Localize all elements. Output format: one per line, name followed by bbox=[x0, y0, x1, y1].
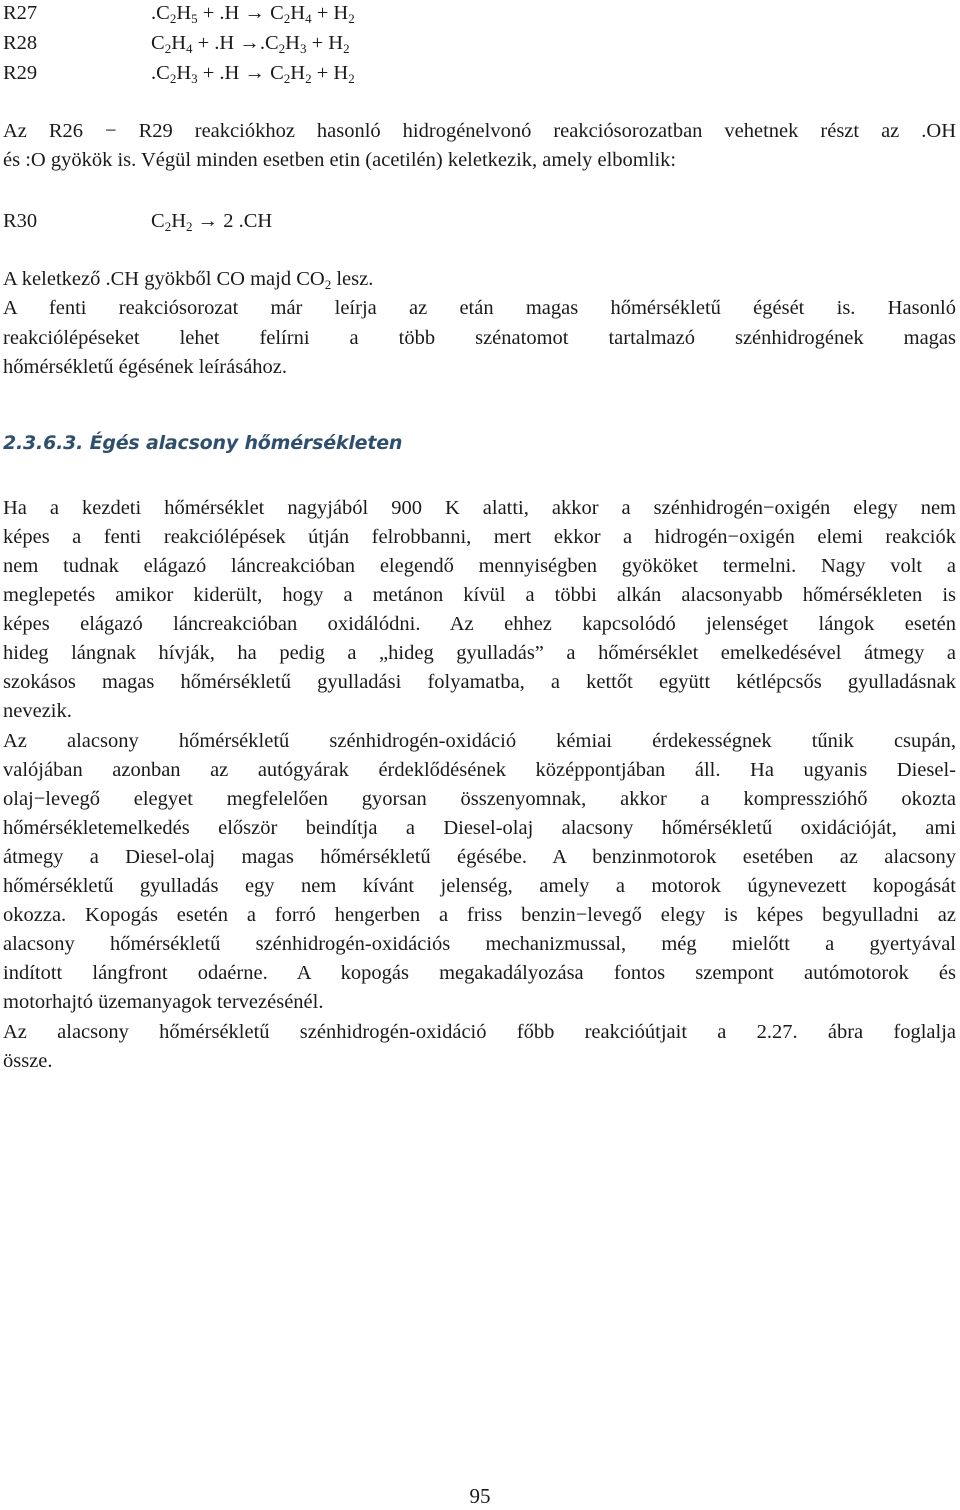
paragraph-engine-knocking bbox=[3, 727, 956, 1017]
reaction-id: R28 bbox=[3, 32, 38, 54]
text-line: hőmérsékletű égésének leírásához. bbox=[3, 355, 288, 378]
text-line: átmegy a Diesel-olaj magas hőmérsékletű égésébe. A benzinmotorok esetében az alacsony bbox=[3, 846, 956, 868]
paragraph-ch-radical bbox=[3, 265, 956, 382]
text-line: alacsony hőmérsékletű szénhidrogén-oxidációs mechanizmussal, még mielőtt a gyertyával bbox=[3, 933, 956, 955]
paragraph-low-temperature-ignition bbox=[3, 494, 956, 726]
text-line: Az R26 − R29 reakciókhoz hasonló hidrogénelvonó reakciósorozatban vehetnek részt az .OH bbox=[3, 120, 956, 142]
text-line: olaj−levegő elegyet megfelelően gyorsan összenyomnak, akkor a kompresszióhő okozta bbox=[3, 788, 956, 810]
text-line: hideg lángnak hívják, ha pedig a „hideg gyulladás” a hőmérséklet emelkedésével átmegy a bbox=[3, 642, 956, 664]
reaction-equation: $.C_2H_3 + .H \to C_2H_2 + H_2$ bbox=[151, 62, 355, 86]
text-line: A fenti reakciósorozat már leírja az etán magas hőmérsékletű égését is. Hasonló bbox=[3, 297, 956, 320]
reaction-equation: $C_2H_2 \to 2$ .CH bbox=[151, 210, 273, 234]
reaction-id: R30 bbox=[3, 210, 38, 232]
text-line: nevezik. bbox=[3, 700, 72, 722]
text-line: képes a fenti reakciólépések útján felrobbanni, mert ekkor a hidrogén−oxigén elemi reakciók bbox=[3, 526, 956, 548]
text-line: meglepetés amikor kiderült, hogy a metánon kívül a többi alkán alacsonyabb hőmérsékleten is bbox=[3, 584, 956, 606]
text-line: Ha a kezdeti hőmérséklet nagyjából 900 K alatti, akkor a szénhidrogén−oxigén elegy nem bbox=[3, 497, 956, 519]
text-line: motorhajtó üzemanyagok tervezésénél. bbox=[3, 991, 324, 1013]
text-line: nem tudnak elágazó láncreakcióban elegendő mennyiségben gyököket termelni. Nagy volt a bbox=[3, 555, 956, 577]
text-line: össze. bbox=[3, 1050, 53, 1072]
paragraph-figure-reference bbox=[3, 1018, 956, 1076]
text-line: valójában azonban az autógyárak érdeklődésének középpontjában áll. Ha ugyanis Diesel- bbox=[3, 759, 956, 781]
text-line: hőmérsékletemelkedés először beindítja a Diesel-olaj alacsony hőmérsékletű oxidációját, ami bbox=[3, 817, 956, 839]
text-line: Az alacsony hőmérsékletű szénhidrogén-oxidáció kémiai érdekességnek tűnik csupán, bbox=[3, 730, 956, 752]
text-line: reakciólépéseket lehet felírni a több szénatomot tartalmazó szénhidrogének magas bbox=[3, 326, 956, 349]
section-heading: 2.3.6.3. Égés alacsony hőmérsékleten bbox=[3, 432, 403, 454]
reaction-equation: $C_2H_4 + .H \to.C_2H_3 + H_2$ bbox=[151, 32, 350, 56]
text-line: indított lángfront odaérne. A kopogás megakadályozása fontos szempont autómotorok és bbox=[3, 962, 956, 984]
text-line: és :O gyökök is. Végül minden esetben etin (acetilén) keletkezik, amely elbomlik: bbox=[3, 149, 677, 172]
reaction-id: R27 bbox=[3, 2, 38, 24]
page-number: 95 bbox=[469, 1484, 491, 1508]
text-line: képes elágazó láncreakcióban oxidálódni. Az ehhez kapcsolódó jelenséget lángok esetén bbox=[3, 613, 956, 635]
text-line: A keletkező .CH gyökből CO majd $CO_2$ lesz. bbox=[3, 268, 374, 292]
text-line: Az alacsony hőmérsékletű szénhidrogén-oxidáció főbb reakcióútjait a 2.27. ábra foglalja bbox=[3, 1021, 956, 1043]
text-line: okozza. Kopogás esetén a forró hengerben a friss benzin−levegő elegy is képes begyulladni az bbox=[3, 904, 956, 926]
reaction-id: R29 bbox=[3, 62, 38, 84]
text-line: hőmérsékletű gyulladás egy nem kívánt jelenség, amely a motorok úgynevezett kopogását bbox=[3, 875, 956, 897]
paragraph-hydrogen-abstraction bbox=[3, 117, 956, 176]
reaction-equation: $.C_2H_5 + .H \to C_2H_4 + H_2$ bbox=[151, 2, 355, 26]
text-line: szokásos magas hőmérsékletű gyulladási folyamatba, a kettőt együtt kétlépcsős gyulladásnak bbox=[3, 671, 956, 693]
